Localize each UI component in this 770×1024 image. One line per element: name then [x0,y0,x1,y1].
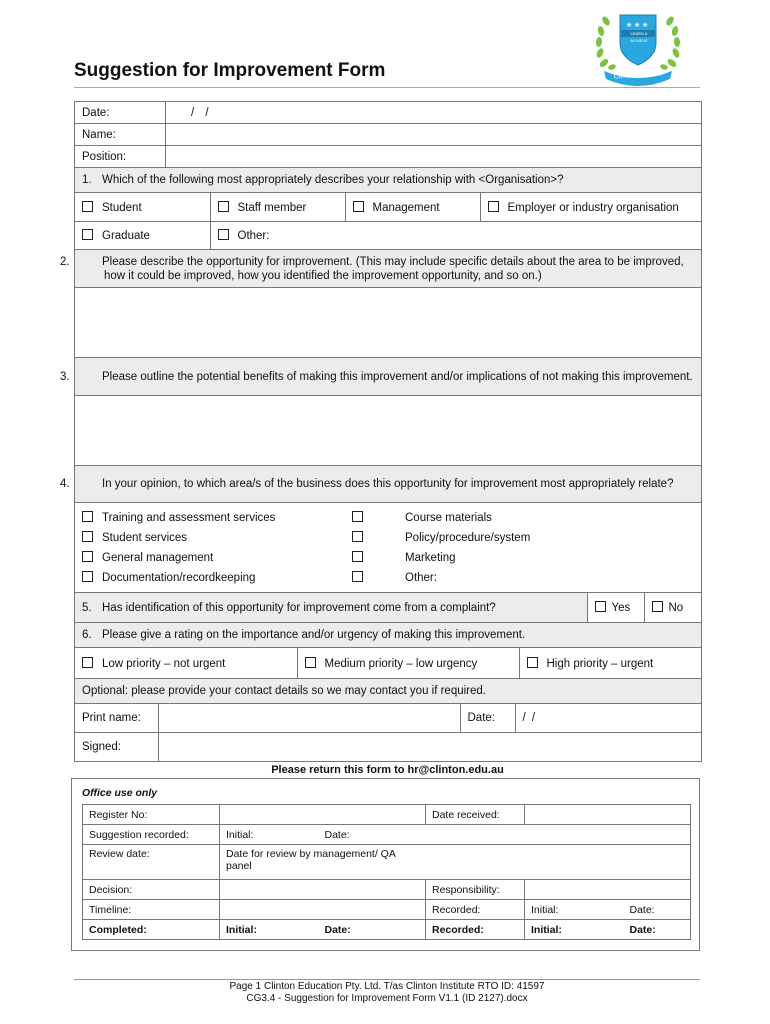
checkbox[interactable] [527,657,538,668]
register-no-label: Register No: [83,805,220,825]
question-4-number: 4. [60,478,70,490]
option-label: Course materials [405,511,492,524]
responsibility-label: Responsibility: [426,880,525,900]
option-label: Training and assessment services [102,511,276,524]
decision-field[interactable] [220,880,426,900]
question-1-text: Which of the following most appropriately describes your relationship with <Organisation>? [102,174,564,186]
question-5-text: Has identification of this opportunity for improvement come from a complaint? [102,601,496,614]
checkbox[interactable] [218,229,229,240]
footer-line-1: Page 1 Clinton Education Pty. Ltd. T/as Clinton Institute RTO ID: 41597 [229,981,545,992]
recorded-bold-date-label: Date: [624,920,691,940]
signed-label: Signed: [75,733,158,761]
svg-text:★: ★ [642,22,649,29]
position-field[interactable] [166,146,702,168]
position-label: Position: [75,146,166,168]
complaint-yes[interactable] [587,593,644,622]
option-employer[interactable] [480,193,701,221]
question-4-options [75,503,702,593]
question-2-answer-area[interactable] [75,288,702,358]
question-6-text: Please give a rating on the importance and/or urgency of making this improvement. [102,629,526,641]
review-date-label: Review date: [83,845,220,880]
footer-line-2: CG3.4 - Suggestion for Improvement Form V1.1 (ID 2127).docx [246,993,528,1004]
priority-low[interactable] [75,648,297,678]
question-5-row [75,593,702,623]
option-label: Staff member [237,201,307,214]
checkbox[interactable] [82,551,93,562]
return-instructions: Please return this form to hr@clinton.edu.au [271,764,504,776]
checkbox[interactable] [82,201,93,212]
question-1-options-row-2 [75,222,702,250]
page-footer [74,981,700,1005]
option-label: Other: [237,230,270,242]
office-use-table [82,804,691,940]
checkbox[interactable] [595,601,606,612]
recorded-initial-label: Initial: [525,900,624,920]
review-date-note [220,845,691,880]
signature-field[interactable] [158,733,701,761]
priority-high[interactable] [519,648,701,678]
register-no-field[interactable] [220,805,426,825]
area-course-materials[interactable] [352,508,530,528]
checkbox[interactable] [652,601,663,612]
date-received-field[interactable] [525,805,691,825]
checkbox[interactable] [218,201,229,212]
option-staff-member[interactable] [210,193,345,221]
option-graduate[interactable] [75,222,210,249]
question-6-header [75,623,702,648]
complaint-no[interactable] [644,593,701,622]
suggestion-recorded-label: Suggestion recorded: [83,825,220,845]
timeline-field[interactable] [220,900,426,920]
option-label: Marketing [405,551,456,564]
question-5-number: 5. [82,601,92,614]
name-field[interactable] [166,124,702,146]
recorded-bold-label: Recorded: [426,920,525,940]
date-field[interactable] [166,102,702,124]
name-label: Name: [75,124,166,146]
date-slashes: / / [191,106,209,119]
recorded-bold-initial-label: Initial: [525,920,624,940]
area-documentation[interactable] [82,568,352,588]
question-6-number: 6. [82,629,92,641]
option-student[interactable] [75,193,210,221]
question-2-number: 2. [60,255,70,268]
decision-label: Decision: [83,880,220,900]
office-use-box [71,778,700,951]
completed-initial-label: Initial: [220,920,319,940]
question-4-header [60,466,702,503]
svg-text:★: ★ [626,22,633,29]
office-use-title: Office use only [82,787,158,799]
option-label: Management [372,201,440,214]
option-label: Low priority – not urgent [102,657,226,670]
checkbox[interactable] [82,511,93,522]
area-general-management[interactable] [82,548,352,568]
question-5-text-cell [75,593,587,622]
recorded-date-label: Date: [624,900,691,920]
question-1-header [75,168,702,193]
logo-ribbon-text: Clinton Institute [613,70,663,81]
date-for-review-text: Date for review by management/ QA panel [226,848,396,872]
option-label: Student [102,201,142,214]
option-label: No [668,602,684,614]
checkbox[interactable] [352,571,363,582]
question-2-text: Please describe the opportunity for improvement. (This may include specific details about the area to be improved, how it could be improved, how you identified the improvement opportunity, and so on.) [102,255,684,282]
checkbox[interactable] [488,201,499,212]
question-1-number: 1. [82,174,92,186]
page-title: Suggestion for Improvement Form [74,60,386,81]
date-received-label: Date received: [426,805,525,825]
signed-row [75,733,702,762]
option-other[interactable] [210,222,701,249]
option-label: Student services [102,531,188,544]
footer-divider [74,979,700,980]
area-policy[interactable] [352,528,530,548]
option-label: Employer or industry organisation [507,201,679,214]
option-label: General management [102,551,214,564]
checkbox[interactable] [305,657,316,668]
checkbox[interactable] [352,511,363,522]
option-label: High priority – urgent [546,657,654,670]
question-6-options [75,648,702,679]
option-management[interactable] [345,193,480,221]
option-label: Documentation/recordkeeping [102,571,256,584]
question-4-text: In your opinion, to which area/s of the business does this opportunity for improvement most appropriately relate? [102,478,674,490]
date-label: Date: [75,102,166,124]
completed-label: Completed: [83,920,220,940]
option-label: Policy/procedure/system [405,531,531,544]
suggestion-initial-label: Initial: [220,825,319,845]
question-3-header [60,358,702,396]
checkbox[interactable] [352,551,363,562]
completed-date-label: Date: [319,920,426,940]
suggestion-date-label: Date: [319,825,691,845]
contact-date-label: Date: [460,704,515,732]
question-3-text: Please outline the potential benefits of making this improvement and/or implications of not making this improvement. [102,370,693,383]
priority-medium[interactable] [297,648,519,678]
logo-motto: LEARN & ACHIEVE [630,31,648,43]
question-2-header [60,250,702,288]
area-training-assessment[interactable] [82,508,352,528]
checkbox[interactable] [352,531,363,542]
option-label: Other: [405,571,437,584]
timeline-label: Timeline: [83,900,220,920]
clinton-institute-logo [590,5,686,93]
checkbox[interactable] [353,201,364,212]
contact-row [75,704,702,733]
option-label: Graduate [102,230,150,242]
print-name-field[interactable] [158,704,460,732]
checkbox[interactable] [82,229,93,240]
print-name-label: Print name: [75,704,158,732]
checkbox[interactable] [82,571,93,582]
recorded-label: Recorded: [426,900,525,920]
suggestion-form-table [60,101,702,762]
optional-contact-note: Optional: please provide your contact details so we may contact you if required. [75,679,702,704]
question-1-options-row-1 [75,193,702,222]
area-other[interactable] [352,568,530,588]
option-label: Yes [611,602,631,614]
contact-date-field[interactable] [515,704,701,732]
option-label: Medium priority – low urgency [324,657,478,670]
question-3-number: 3. [60,370,70,383]
checkbox[interactable] [82,531,93,542]
responsibility-field[interactable] [525,880,691,900]
question-3-answer-area[interactable] [75,396,702,466]
contact-date-slashes: / / [522,712,536,724]
checkbox[interactable] [82,657,93,668]
svg-text:★: ★ [634,22,641,29]
area-student-services[interactable] [82,528,352,548]
area-marketing[interactable] [352,548,530,568]
